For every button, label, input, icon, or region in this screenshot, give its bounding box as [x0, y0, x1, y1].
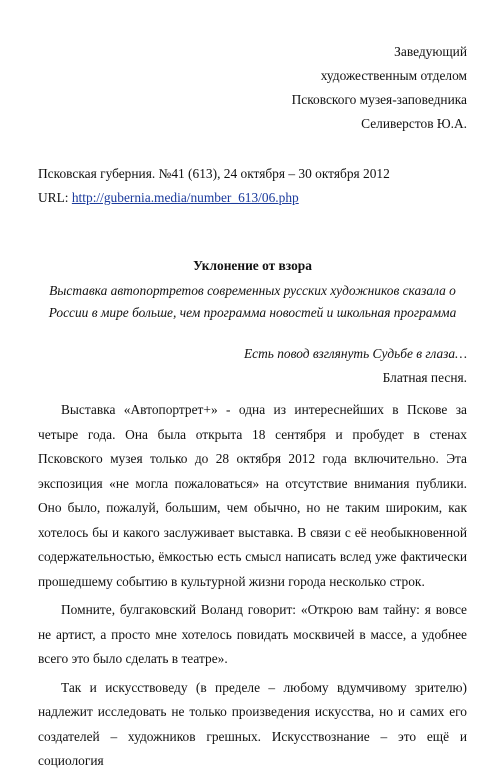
addressee-line: Селиверстов Ю.А. [361, 116, 467, 131]
article-header [38, 255, 467, 324]
source-citation: Псковская губерния. №41 (613), 24 октября – 30 октября 2012 [38, 166, 390, 181]
addressee-line: Псковского музея-заповедника [291, 92, 467, 107]
epigraph [244, 342, 467, 390]
url-label: URL: [38, 190, 72, 205]
article-title: Уклонение от взора [193, 258, 312, 273]
body-paragraph: Помните, булгаковский Воланд говорит: «Открою вам тайну: я вовсе не артист, а просто мне хотелось повидать москвичей в массе, а удобнее всего это было сделать в театре». [38, 602, 467, 666]
article-subtitle: Выставка автопортретов современных русских художников сказала о России в мире больше, чем программа новостей и школьная программа [48, 283, 457, 320]
epigraph-attribution: Блатная песня. [382, 370, 467, 385]
source-url-link[interactable]: http://gubernia.media/number_613/06.php [71, 190, 299, 205]
epigraph-text: Есть повод взглянуть Судьбе в глаза… [243, 346, 467, 361]
source-url-line [38, 186, 390, 210]
body-paragraph: Так и искусствоведу (в пределе – любому вдумчивому зрителю) надлежит исследовать не только произведения искусства, но и самих его создателей – художников грешных. Искусствознание – это ещё и социология [38, 679, 467, 768]
addressee-block [292, 40, 467, 136]
addressee-line: Заведующий [394, 44, 467, 59]
source-block [38, 162, 390, 210]
article-body [38, 398, 467, 778]
body-paragraph: Выставка «Автопортрет+» - одна из интереснейших в Пскове за четыре года. Она была открыта 18 сентября и пробудет в стенах Псковского музея только до 28 октября 2012 года включительно. Эта экспозиция «не могла пожаловаться» на отсутствие внимания публики. Оно было, пожалуй, большим, чем обычно, но не таким широким, как хотелось бы и какого заслуживает выставка. В связи с её необыкновенной содержательностью, ёмкостью есть смысл написать вслед уже фактически прошедшему событию в культурной жизни города несколько строк. [38, 402, 467, 589]
addressee-line: художественным отделом [320, 68, 467, 83]
